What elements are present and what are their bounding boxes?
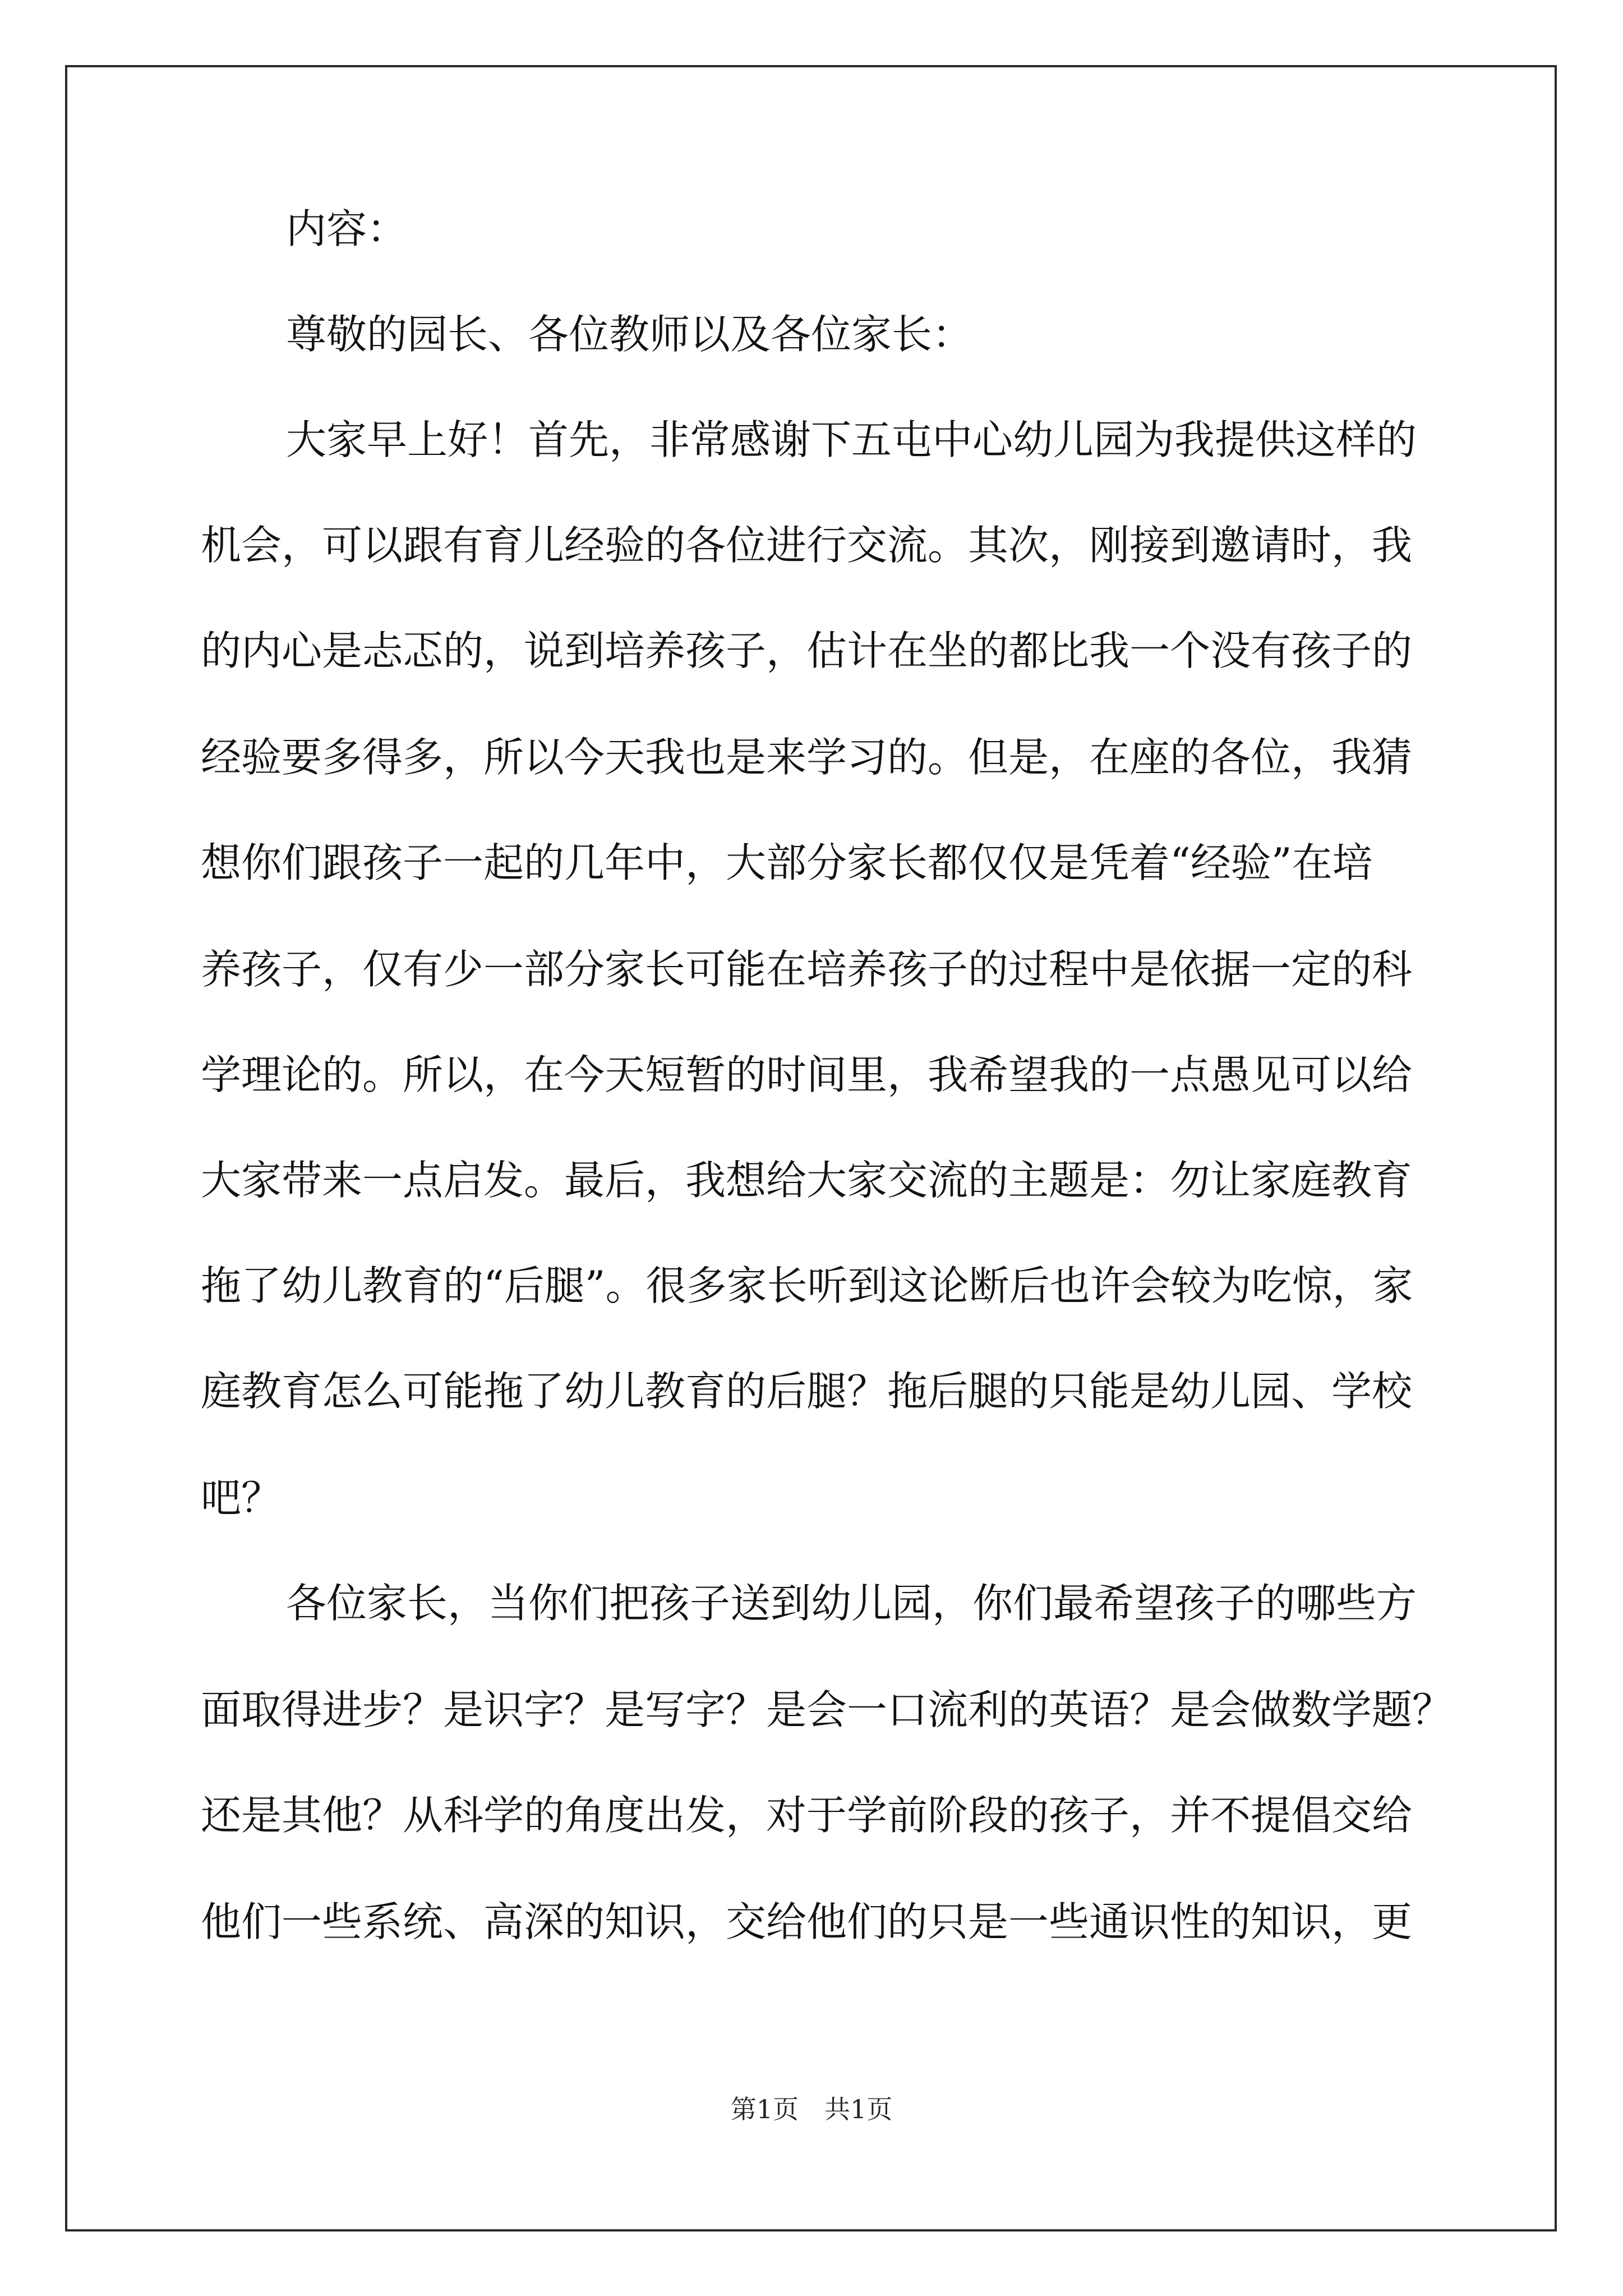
paragraph-line: 吧？ (201, 1474, 282, 1521)
paragraph-line: 他们一些系统、高深的知识，交给他们的只是一些通识性的知识，更 (201, 1898, 1413, 1945)
paragraph-line: 还是其他？从科学的角度出发，对于学前阶段的孩子，并不提倡交给 (201, 1792, 1413, 1839)
paragraph-line: 的内心是忐忑的，说到培养孩子，估计在坐的都比我一个没有孩子的 (201, 627, 1413, 674)
paragraph-line: 经验要多得多，所以今天我也是来学习的。但是，在座的各位，我猜 (201, 734, 1413, 781)
salutation-line: 尊敬的园长、各位教师以及各位家长： (286, 311, 973, 358)
paragraph-line: 想你们跟孩子一起的几年中，大部分家长都仅仅是凭着“经验”在培 (201, 839, 1373, 886)
paragraph-line: 面取得进步？是识字？是写字？是会一口流利的英语？是会做数学题？ (201, 1686, 1453, 1733)
paragraph-line: 大家带来一点启发。最后，我想给大家交流的主题是：勿让家庭教育 (201, 1157, 1413, 1204)
heading-line: 内容： (286, 205, 408, 252)
paragraph-line: 学理论的。所以，在今天短暂的时间里，我希望我的一点愚见可以给 (201, 1051, 1413, 1098)
paragraph-line: 养孩子，仅有少一部分家长可能在培养孩子的过程中是依据一定的科 (201, 946, 1413, 993)
paragraph-line: 各位家长，当你们把孩子送到幼儿园，你们最希望孩子的哪些方 (286, 1580, 1417, 1627)
paragraph-line: 庭教育怎么可能拖了幼儿教育的后腿？拖后腿的只能是幼儿园、学校 (201, 1368, 1413, 1415)
page-number-footer: 第1页 共1页 (730, 2094, 893, 2124)
paragraph-line: 拖了幼儿教育的“后腿”。很多家长听到这论断后也许会较为吃惊，家 (201, 1262, 1413, 1309)
paragraph-line: 大家早上好！首先，非常感谢下五屯中心幼儿园为我提供这样的 (286, 416, 1417, 463)
paragraph-line: 机会，可以跟有育儿经验的各位进行交流。其次，刚接到邀请时，我 (201, 522, 1413, 569)
